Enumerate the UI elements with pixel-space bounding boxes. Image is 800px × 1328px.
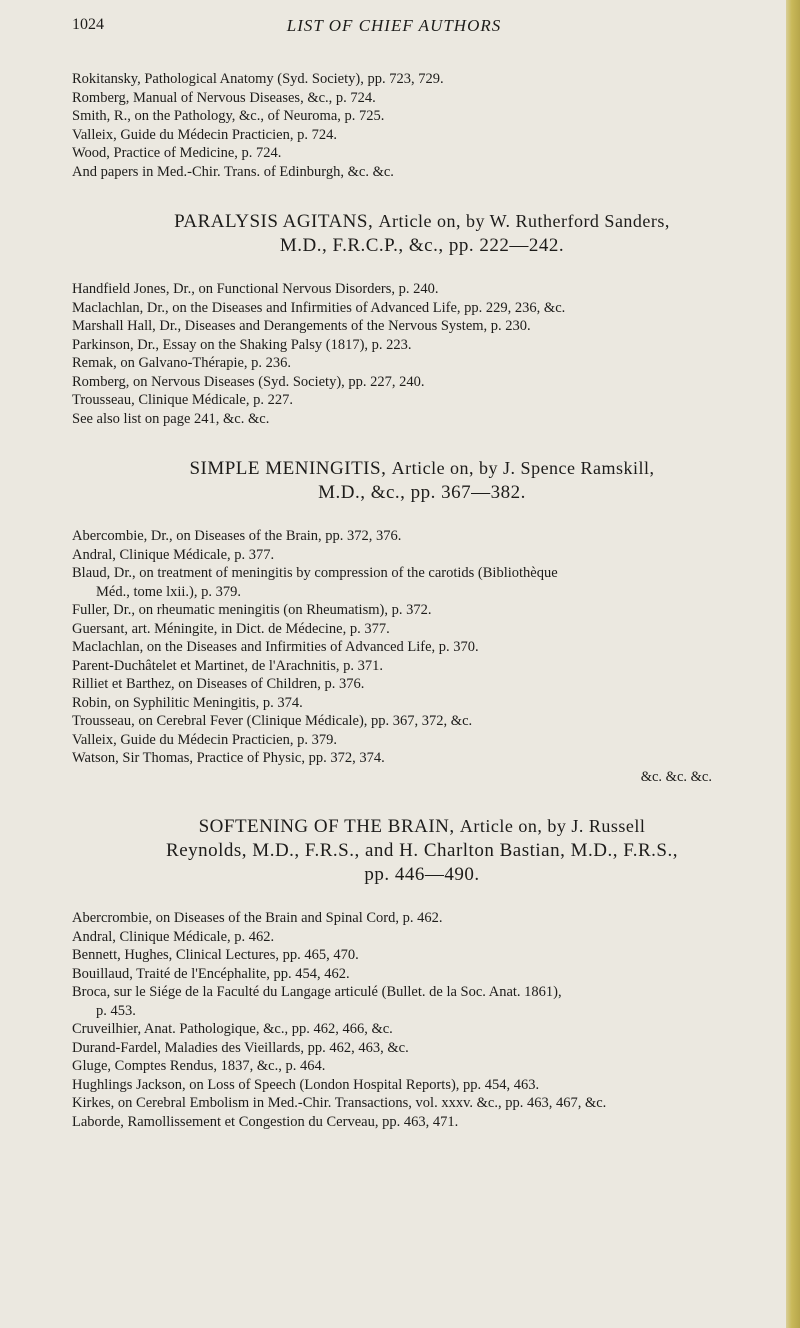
page-content — [72, 70, 772, 1131]
list-item: Marshall Hall, Dr., Diseases and Derangements of the Nervous System, p. 230. — [72, 318, 531, 334]
list-item: Durand-Fardel, Maladies des Vieillards, pp. 462, 463, &c. — [72, 1039, 409, 1056]
page-edge — [786, 0, 800, 1328]
list-item: Fuller, Dr., on rheumatic meningitis (on Rheumatism), p. 372. — [72, 602, 432, 618]
list-item: Maclachlan, Dr., on the Diseases and Infirmities of Advanced Life, pp. 229, 236, &c. — [72, 299, 566, 316]
list-item: Andral, Clinique Médicale, p. 462. — [72, 928, 275, 945]
running-title: LIST OF CHIEF AUTHORS — [286, 16, 502, 35]
section-subtitle: Article on, by J. Spence Ramskill, — [391, 458, 655, 478]
section-subtitle: Article on, by J. Russell — [459, 816, 646, 836]
entry-list-simple-meningitis — [72, 527, 772, 786]
list-item: Broca, sur le Siége de la Faculté du Langage articulé (Bullet. de la Soc. Anat. 1861), — [72, 984, 562, 1000]
section-pages: M.D., &c., pp. 367—382. — [318, 482, 526, 503]
section-title: SOFTENING OF THE BRAIN, — [198, 816, 455, 837]
list-item: See also list on page 241, &c. &c. — [72, 410, 270, 427]
list-item: Trousseau, on Cerebral Fever (Clinique Médicale), pp. 367, 372, &c. — [72, 713, 473, 729]
section-heading-paralysis-agitans — [72, 209, 772, 258]
entry-list-softening-of-brain — [72, 909, 772, 1131]
section-heading-simple-meningitis — [72, 456, 772, 505]
section-title: PARALYSIS AGITANS, — [174, 211, 374, 232]
list-item: Valleix, Guide du Médecin Practicien, p. 724. — [72, 126, 337, 143]
list-item: Robin, on Syphilitic Meningitis, p. 374. — [72, 694, 303, 711]
list-item: Gluge, Comptes Rendus, 1837, &c., p. 464. — [72, 1058, 326, 1074]
list-item: And papers in Med.-Chir. Trans. of Edinburgh, &c. &c. — [72, 163, 394, 180]
list-item: Rokitansky, Pathological Anatomy (Syd. Society), pp. 723, 729. — [72, 71, 444, 87]
section-heading-softening-of-brain — [72, 814, 772, 887]
page-number: 1024 — [72, 16, 104, 33]
list-item: Romberg, on Nervous Diseases (Syd. Society), pp. 227, 240. — [72, 373, 425, 390]
list-item: Abercrombie, on Diseases of the Brain and Spinal Cord, p. 462. — [72, 910, 443, 926]
list-item: Andral, Clinique Médicale, p. 377. — [72, 546, 275, 563]
list-item: Wood, Practice of Medicine, p. 724. — [72, 145, 282, 161]
list-item: Laborde, Ramollissement et Congestion du Cerveau, pp. 463, 471. — [72, 1113, 459, 1130]
list-item-continuation: p. 453. — [96, 1002, 136, 1019]
list-item: Maclachlan, on the Diseases and Infirmities of Advanced Life, p. 370. — [72, 639, 479, 655]
list-item: Rilliet et Barthez, on Diseases of Children, p. 376. — [72, 676, 365, 692]
page-header — [0, 16, 788, 40]
list-item: Hughlings Jackson, on Loss of Speech (London Hospital Reports), pp. 454, 463. — [72, 1076, 540, 1093]
list-item: Guersant, art. Méningite, in Dict. de Médecine, p. 377. — [72, 620, 390, 637]
list-item: Valleix, Guide du Médecin Practicien, p. 379. — [72, 731, 337, 748]
list-item: Blaud, Dr., on treatment of meningitis by compression of the carotids (Bibliothèque — [72, 565, 558, 581]
section-pages: M.D., F.R.C.P., &c., pp. 222—242. — [279, 235, 565, 256]
section-heading-line2: Reynolds, M.D., F.R.S., and H. Charlton Bastian, M.D., F.R.S., — [166, 840, 678, 861]
list-item: Cruveilhier, Anat. Pathologique, &c., pp. 462, 466, &c. — [72, 1021, 393, 1037]
list-item: Handfield Jones, Dr., on Functional Nervous Disorders, p. 240. — [72, 281, 439, 297]
list-item: Romberg, Manual of Nervous Diseases, &c., p. 724. — [72, 89, 376, 106]
list-item: Parkinson, Dr., Essay on the Shaking Palsy (1817), p. 223. — [72, 336, 412, 353]
section-pages: pp. 446—490. — [364, 864, 480, 885]
list-item: Trousseau, Clinique Médicale, p. 227. — [72, 392, 293, 408]
entry-list-paralysis-agitans — [72, 280, 772, 428]
list-item: Remak, on Galvano-Thérapie, p. 236. — [72, 355, 292, 371]
section-subtitle: Article on, by W. Rutherford Sanders, — [378, 211, 670, 231]
section-title: SIMPLE MENINGITIS, — [189, 458, 387, 479]
list-item: Kirkes, on Cerebral Embolism in Med.-Chir. Transactions, vol. xxxv. &c., pp. 463, 467, &c. — [72, 1095, 607, 1111]
list-item: Bouillaud, Traité de l'Encéphalite, pp. 454, 462. — [72, 965, 350, 982]
closing-etc: &c. &c. &c. — [640, 768, 712, 785]
list-item: Smith, R., on the Pathology, &c., of Neuroma, p. 725. — [72, 108, 385, 124]
list-item: Bennett, Hughes, Clinical Lectures, pp. 465, 470. — [72, 947, 359, 963]
list-item-continuation: Méd., tome lxii.), p. 379. — [96, 583, 241, 600]
list-item: Parent-Duchâtelet et Martinet, de l'Arachnitis, p. 371. — [72, 657, 384, 674]
list-item: Abercombie, Dr., on Diseases of the Brain, pp. 372, 376. — [72, 528, 402, 544]
top-entry-list — [72, 70, 772, 181]
list-item: Watson, Sir Thomas, Practice of Physic, pp. 372, 374. — [72, 750, 385, 766]
